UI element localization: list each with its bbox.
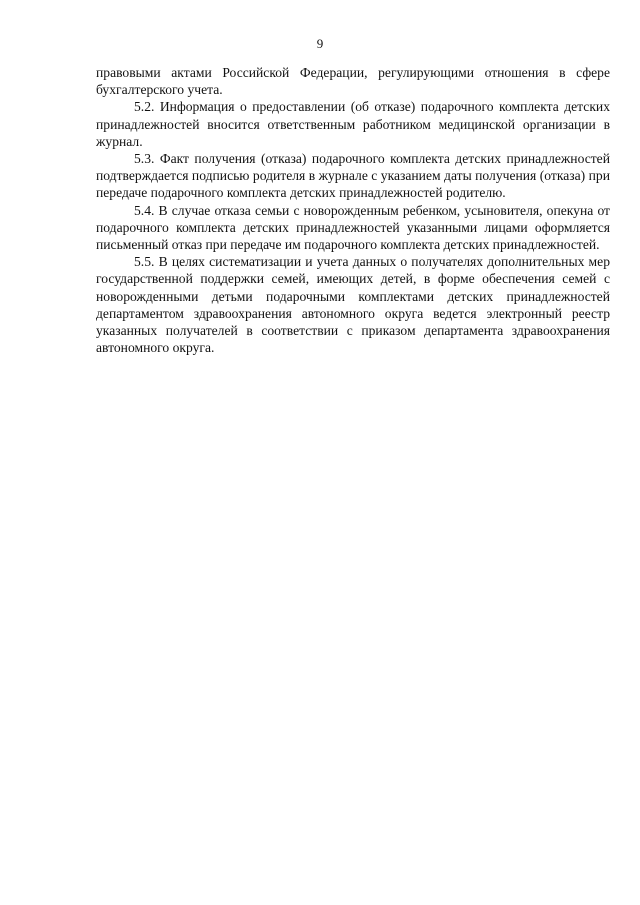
paragraph-5-2: 5.2. Информация о предоставлении (об отказе) подарочного комплекта детских принадлежностей вносится ответственным работником медицинской организации в журнал.	[96, 99, 610, 149]
paragraph-continuation: правовыми актами Российской Федерации, регулирующими отношения в сфере бухгалтерского учета.	[96, 65, 610, 98]
paragraph-5-5: 5.5. В целях систематизации и учета данных о получателях дополнительных мер государственной поддержки семей, имеющих детей, в форме обеспечения семей с новорожденными детьми подарочными комплектами детских принадлежностей департаментом здравоохранения автономного округа ведется электронный реестр указанных получателей в соответствии с приказом департамента здравоохранения автономного округа.	[96, 254, 610, 356]
paragraph-5-3: 5.3. Факт получения (отказа) подарочного комплекта детских принадлежностей подтверждается подписью родителя в журнале с указанием даты получения (отказа) при передаче подарочного комплекта детских принадлежностей родителю.	[96, 151, 610, 201]
document-body	[96, 64, 610, 356]
paragraph-5-4: 5.4. В случае отказа семьи с новорожденным ребенком, усыновителя, опекуна от подарочного комплекта детских принадлежностей указанными лицами оформляется письменный отказ при передаче им подарочного комплекта детских принадлежностей.	[96, 202, 610, 253]
page-number: 9	[316, 36, 324, 51]
